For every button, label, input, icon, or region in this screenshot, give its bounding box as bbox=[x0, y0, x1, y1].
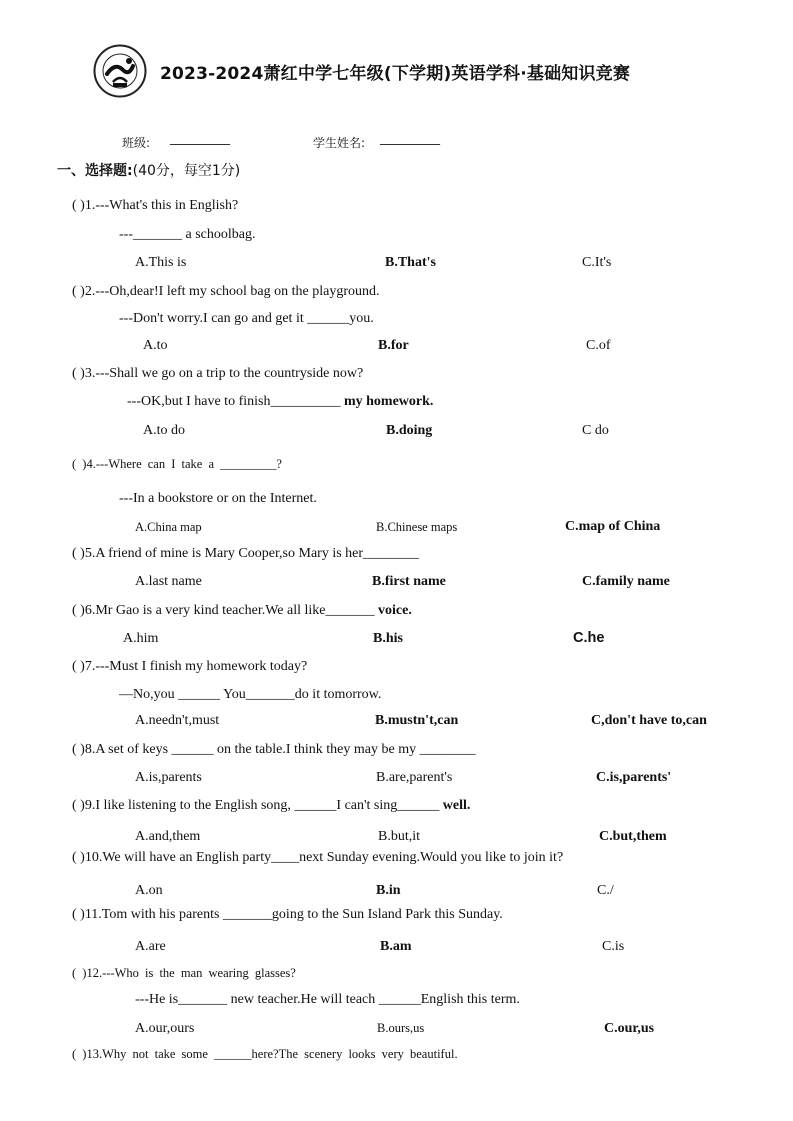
question-9-option-c[interactable]: C.but,them bbox=[599, 829, 667, 844]
question-12-line2: ---He is_______ new teacher.He will teach ______English this term. bbox=[135, 992, 520, 1007]
question-7-option-b[interactable]: B.mustn't,can bbox=[375, 713, 459, 728]
question-7-stem: ( )7.---Must I finish my homework today? bbox=[72, 659, 308, 674]
question-8-option-b[interactable]: B.are,parent's bbox=[376, 770, 453, 785]
question-3-stem: ( )3.---Shall we go on a trip to the countryside now? bbox=[72, 366, 364, 381]
question-1-option-c[interactable]: C.It's bbox=[582, 255, 612, 270]
question-4-stem: ( )4.---Where can I take a _________? bbox=[72, 457, 282, 471]
question-12-option-c[interactable]: C.our,us bbox=[604, 1021, 655, 1036]
class-blank[interactable]: __________ bbox=[170, 131, 230, 145]
question-12-option-b[interactable]: B.ours,us bbox=[377, 1021, 425, 1035]
question-1-option-a[interactable]: A.This is bbox=[135, 255, 187, 270]
question-4-option-a[interactable]: A.China map bbox=[135, 520, 202, 534]
section-heading bbox=[57, 160, 240, 180]
question-2-line2: ---Don't worry.I can go and get it ______you. bbox=[119, 311, 374, 326]
question-6-option-b[interactable]: B.his bbox=[373, 631, 403, 646]
question-2-option-b[interactable]: B.for bbox=[378, 338, 409, 353]
question-6-option-c[interactable]: C.he bbox=[573, 630, 605, 646]
student-name-blank[interactable]: __________ bbox=[380, 131, 440, 145]
question-6-option-a[interactable]: A.him bbox=[123, 631, 159, 646]
section-note: (40分，每空1分) bbox=[132, 163, 241, 179]
question-9-stem-bold: well. bbox=[439, 798, 471, 813]
question-4-option-c[interactable]: C.map of China bbox=[565, 519, 661, 534]
class-label: 班级: bbox=[122, 136, 151, 150]
question-9-stem bbox=[72, 798, 470, 814]
question-3-line2-bold: my homework. bbox=[340, 394, 434, 409]
question-5-option-a[interactable]: A.last name bbox=[135, 574, 202, 589]
question-9-option-a[interactable]: A.and,them bbox=[135, 829, 201, 844]
question-1-line2: ---_______ a schoolbag. bbox=[119, 227, 256, 242]
section-label: 一、选择题: bbox=[57, 163, 133, 179]
question-5-stem: ( )5.A friend of mine is Mary Cooper,so Mary is her________ bbox=[72, 546, 420, 561]
question-10-option-b[interactable]: B.in bbox=[376, 883, 401, 898]
question-12-option-a[interactable]: A.our,ours bbox=[135, 1021, 195, 1036]
question-12-stem: ( )12.---Who is the man wearing glasses? bbox=[72, 966, 296, 980]
question-5-option-b[interactable]: B.first name bbox=[372, 574, 446, 589]
question-11-option-c[interactable]: C.is bbox=[602, 939, 625, 954]
question-2-stem: ( )2.---Oh,dear!I left my school bag on the playground. bbox=[72, 284, 380, 299]
question-4-line2: ---In a bookstore or on the Internet. bbox=[119, 491, 317, 506]
question-5-option-c[interactable]: C.family name bbox=[582, 574, 670, 589]
question-2-option-c[interactable]: C.of bbox=[586, 338, 611, 353]
question-7-option-a[interactable]: A.needn't,must bbox=[135, 713, 220, 728]
question-10-option-a[interactable]: A.on bbox=[135, 883, 163, 898]
page-title: 2023-2024萧红中学七年级(下学期)英语学科·基础知识竞赛 bbox=[160, 64, 631, 84]
question-1-stem: ( )1.---What's this in English? bbox=[72, 198, 239, 213]
question-11-stem: ( )11.Tom with his parents _______going to the Sun Island Park this Sunday. bbox=[72, 907, 503, 922]
question-10-stem: ( )10.We will have an English party____next Sunday evening.Would you like to join it? bbox=[72, 850, 564, 865]
question-6-stem-bold: voice. bbox=[374, 603, 412, 618]
question-6-stem-text: ( )6.Mr Gao is a very kind teacher.We all like_______ bbox=[72, 603, 375, 618]
question-8-stem: ( )8.A set of keys ______ on the table.I think they may be my ________ bbox=[72, 742, 476, 757]
question-6-stem bbox=[72, 603, 412, 619]
question-2-option-a[interactable]: A.to bbox=[143, 338, 168, 353]
question-3-option-a[interactable]: A.to do bbox=[143, 423, 185, 438]
question-11-option-b[interactable]: B.am bbox=[380, 939, 412, 954]
question-3-line2 bbox=[127, 394, 433, 410]
school-logo bbox=[93, 44, 147, 98]
question-9-stem-text: ( )9.I like listening to the English song, ______I can't sing______ bbox=[72, 798, 440, 813]
question-3-option-b[interactable]: B.doing bbox=[386, 423, 433, 438]
question-4-option-b[interactable]: B.Chinese maps bbox=[376, 520, 458, 534]
student-name-label: 学生姓名: bbox=[313, 136, 366, 150]
question-3-line2-text: ---OK,but I have to finish__________ bbox=[127, 394, 341, 409]
question-7-line2: —No,you ______ You_______do it tomorrow. bbox=[119, 687, 382, 702]
question-11-option-a[interactable]: A.are bbox=[135, 939, 166, 954]
question-1-option-b[interactable]: B.That's bbox=[385, 255, 436, 270]
question-3-option-c[interactable]: C do bbox=[582, 423, 609, 438]
question-8-option-c[interactable]: C.is,parents' bbox=[596, 770, 672, 785]
question-9-option-b[interactable]: B.but,it bbox=[378, 829, 421, 844]
question-7-option-c[interactable]: C,don't have to,can bbox=[591, 713, 707, 728]
question-13-stem: ( )13.Why not take some ______here?The scenery looks very beautiful. bbox=[72, 1047, 458, 1061]
question-8-option-a[interactable]: A.is,parents bbox=[135, 770, 202, 785]
question-10-option-c[interactable]: C./ bbox=[597, 883, 614, 898]
